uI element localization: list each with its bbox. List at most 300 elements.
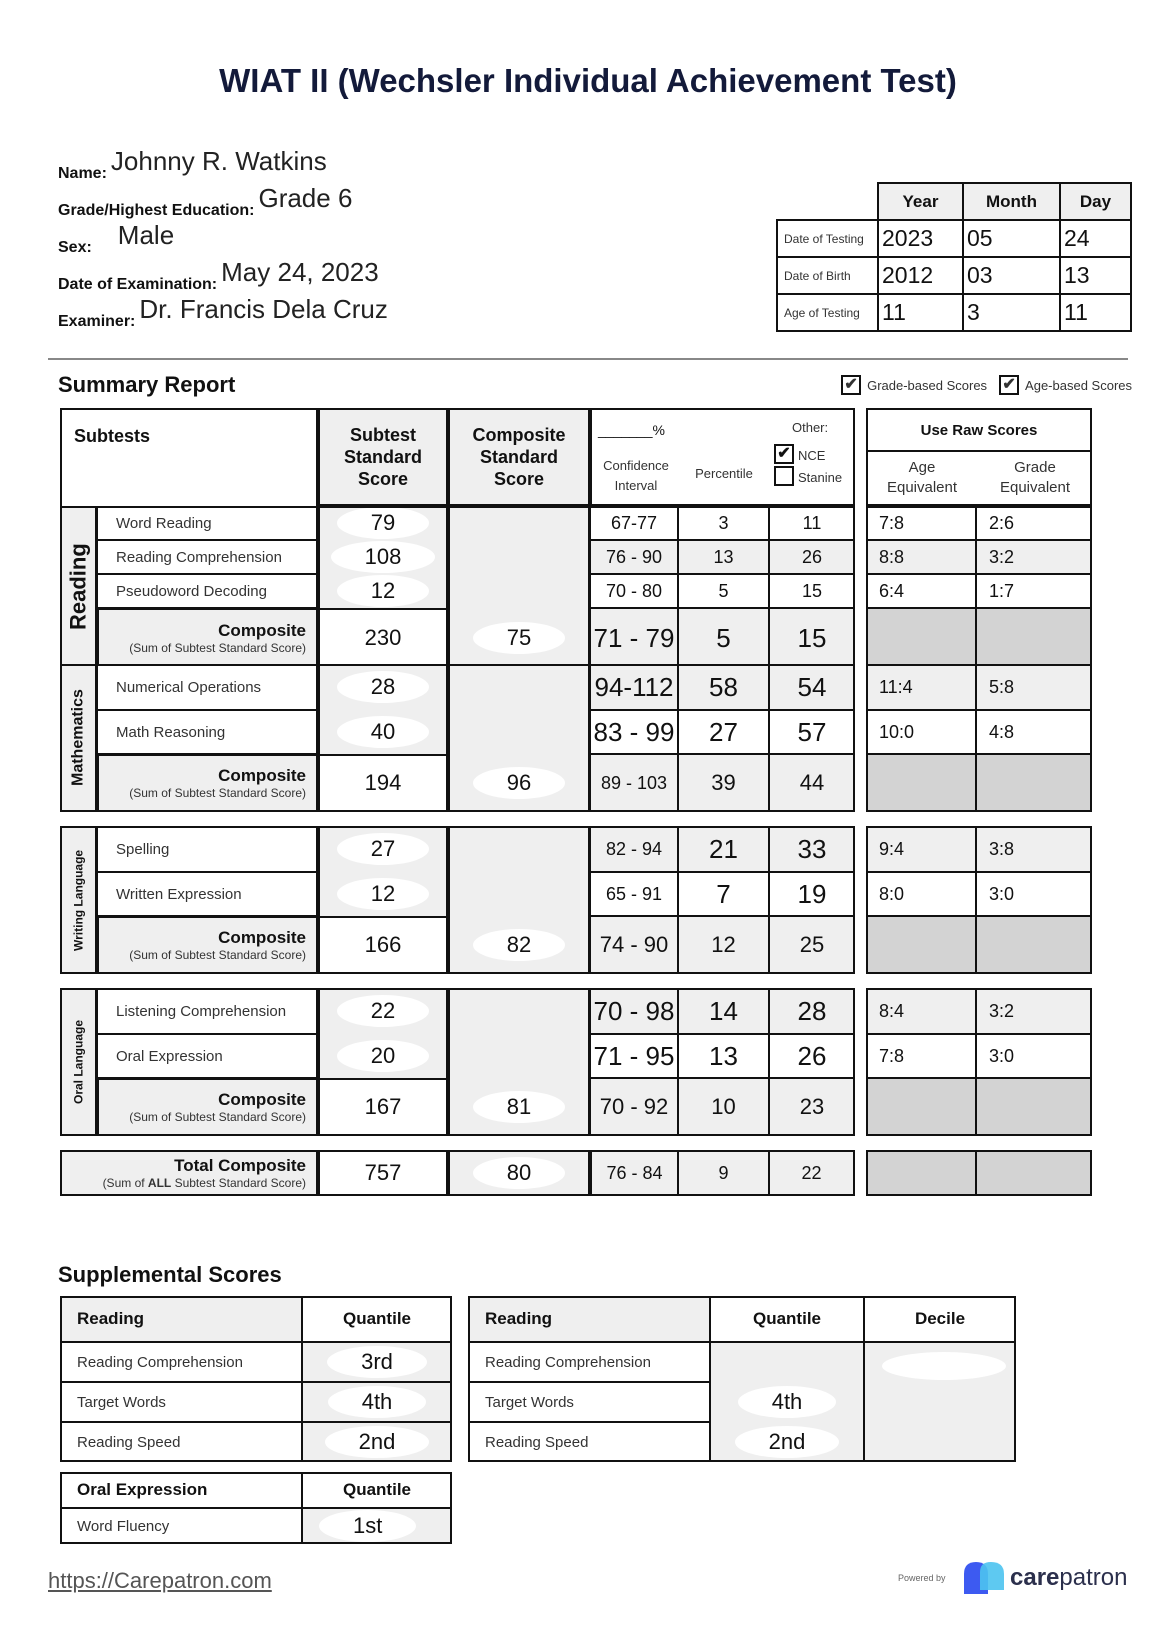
composite-label [97, 1078, 318, 1136]
grade-equivalent-text: 4:8 [989, 721, 1015, 742]
total-ci[interactable] [590, 1150, 678, 1196]
supp2-decile-header-text: Decile [914, 1309, 966, 1328]
age-equivalent-text: 6:4 [879, 580, 905, 601]
day-header: Day [1060, 183, 1131, 220]
grade-equivalent[interactable] [976, 872, 1092, 916]
composite-std-score-header-line: Score [493, 469, 545, 489]
sex-label: Sex: [58, 239, 92, 256]
subtest-name-text: Spelling [116, 840, 170, 858]
grade-equivalent[interactable] [976, 826, 1092, 872]
composite-ci-text: 89 - 103 [600, 772, 668, 793]
supp-reading-header [60, 1296, 302, 1342]
composite-ci[interactable] [590, 608, 678, 668]
composite-sum[interactable] [318, 608, 448, 668]
nce-label: NCE [798, 448, 826, 463]
composite-grade-equivalent-blank [976, 754, 1092, 812]
raw-scores-header [866, 408, 1092, 506]
confidence-interval-text: 67-77 [610, 512, 658, 533]
composite-percentile[interactable] [678, 754, 769, 812]
patient-info [58, 148, 388, 333]
grade-equivalent[interactable] [976, 988, 1092, 1034]
supp-row-label-text: Reading Comprehension [77, 1353, 243, 1371]
subtest-std-score-header-line: Standard [343, 447, 422, 467]
confidence-interval-text: 82 - 94 [605, 838, 663, 859]
confidence-label-1: Confidence [603, 458, 669, 473]
supp2-quantile-value[interactable] [710, 1382, 864, 1422]
confidence-interval-text: 94-112 [594, 671, 674, 702]
supp-quantile-value-text: 2nd [325, 1426, 430, 1458]
composite-percentile-text: 39 [711, 770, 736, 795]
date-row-birth [777, 257, 1131, 294]
domain-label: Mathematics [69, 689, 87, 787]
grade-equivalent-header [980, 458, 1090, 498]
confidence-interval[interactable] [590, 710, 678, 754]
composite-label [97, 608, 318, 668]
subtest-std-score-header-line: Score [357, 469, 409, 489]
composite-title: Composite [218, 1090, 306, 1109]
supp2-quantile-header-text: Quantile [752, 1309, 821, 1328]
domain-label: Reading [65, 543, 91, 631]
grade-equivalent[interactable] [976, 506, 1092, 540]
grade-equivalent[interactable] [976, 540, 1092, 574]
year-value[interactable]: 2023 [878, 220, 963, 257]
date-row-label: Date of Testing [777, 220, 878, 257]
supp2-row-label [468, 1382, 710, 1422]
supp3-row-label [60, 1508, 302, 1544]
date-row-label: Date of Birth [777, 257, 878, 294]
summary-title: Summary Report [58, 372, 236, 397]
nce-text: 33 [797, 833, 827, 864]
age-equivalent[interactable] [866, 826, 976, 872]
subtest-score[interactable] [318, 826, 448, 872]
composite-std-score-value: 75 [473, 622, 565, 654]
subtests-header-label: Subtests [74, 426, 151, 446]
composite-std-score[interactable] [448, 754, 590, 812]
sex-value: Male [117, 220, 175, 250]
supp2-quantile-value[interactable] [710, 1422, 864, 1462]
age-equivalent[interactable] [866, 872, 976, 916]
age-equivalent-text: 8:4 [879, 1000, 905, 1021]
grade-equivalent-text: 1:7 [989, 580, 1015, 601]
age-based-label: Age-based Scores [1025, 377, 1132, 393]
composite-std-score-value: 81 [473, 1091, 565, 1123]
percentile-text: 21 [709, 833, 738, 864]
supp3-oral-header [60, 1472, 302, 1508]
subtest-name-text: Pseudoword Decoding [116, 582, 267, 600]
nce[interactable] [769, 664, 855, 710]
confidence-label-2: Interval [614, 478, 658, 493]
domain-label: Oral Language [71, 1019, 86, 1105]
age-equivalent-text: 10:0 [879, 721, 915, 742]
age-equivalent-text: 8:0 [879, 883, 905, 904]
age-equivalent[interactable] [866, 1034, 976, 1078]
composite-nce-text: 25 [799, 932, 825, 957]
supp-quantile-value[interactable] [302, 1342, 452, 1382]
percentile[interactable] [678, 826, 769, 872]
carepatron-logo-text [1010, 1564, 1127, 1592]
composite-sum[interactable] [318, 1078, 448, 1136]
day-value[interactable]: 11 [1060, 294, 1131, 331]
percentile[interactable] [678, 710, 769, 754]
grade-based-checkbox[interactable]: ✔ [841, 375, 861, 395]
supp3-oral-header-text: Oral Expression [77, 1480, 208, 1499]
composite-ci[interactable] [590, 754, 678, 812]
composite-sum-text: 194 [364, 770, 402, 795]
nce[interactable] [769, 872, 855, 916]
grade-equivalent-text: 3:2 [989, 1000, 1015, 1021]
composite-nce[interactable] [769, 1078, 855, 1136]
age-equivalent-text: 11:4 [879, 676, 913, 697]
percentile-text: 13 [713, 546, 734, 567]
composite-subtitle: (Sum of Subtest Standard Score) [129, 786, 306, 800]
nce[interactable] [769, 710, 855, 754]
name-label: Name: [58, 165, 107, 182]
nce-text: 15 [801, 580, 823, 601]
age-equivalent-text: 7:8 [879, 1045, 905, 1066]
nce[interactable] [769, 540, 855, 574]
age-equivalent[interactable] [866, 664, 976, 710]
grade-equivalent-text: 2:6 [989, 512, 1015, 533]
nce-text: 57 [797, 716, 827, 747]
subtest-score-value: 12 [337, 878, 429, 910]
age-equivalent[interactable] [866, 710, 976, 754]
confidence-interval-text: 70 - 80 [605, 580, 663, 601]
percentile-text: 5 [718, 580, 729, 601]
composite-sum-text: 167 [364, 1094, 402, 1119]
supp3-quantile-header [302, 1472, 452, 1508]
other-label: Other: [792, 420, 829, 435]
subtest-std-score-header [318, 408, 448, 506]
subtest-score-value: 40 [337, 716, 429, 748]
age-equivalent-text: 8:8 [879, 546, 905, 567]
supp2-reading-header-text: Reading [485, 1309, 553, 1328]
total-percentile-text: 9 [718, 1162, 729, 1183]
composite-title: Composite [218, 766, 306, 785]
grade-value: Grade 6 [258, 183, 353, 213]
supp2-row-label [468, 1342, 710, 1382]
total-sum[interactable] [318, 1150, 448, 1196]
percentile[interactable] [678, 540, 769, 574]
composite-std-score-header-line: Composite [472, 425, 566, 445]
composite-nce[interactable] [769, 608, 855, 668]
confidence-interval[interactable] [590, 872, 678, 916]
composite-grade-equivalent-blank [976, 608, 1092, 668]
subtest-score[interactable] [318, 540, 448, 574]
total-percentile[interactable] [678, 1150, 769, 1196]
supp-quantile-value[interactable] [302, 1422, 452, 1462]
exam-date-label: Date of Examination: [58, 276, 218, 293]
percentile[interactable] [678, 574, 769, 608]
percentile[interactable] [678, 988, 769, 1034]
grade-eq-line: Grade [1014, 459, 1056, 476]
composite-subtitle: (Sum of Subtest Standard Score) [129, 641, 306, 655]
subtest-name [97, 826, 318, 872]
supp-quantile-value-text: 4th [328, 1386, 427, 1418]
percentile-text: 14 [709, 995, 738, 1026]
composite-nce[interactable] [769, 916, 855, 974]
percentile[interactable] [678, 506, 769, 540]
supp2-reading-header [468, 1296, 710, 1342]
percentile-header: Percentile [695, 466, 753, 481]
confidence-interval[interactable] [590, 574, 678, 608]
nce-text: 11 [802, 512, 822, 533]
year-value[interactable]: 11 [878, 294, 963, 331]
percentile[interactable] [678, 664, 769, 710]
nce-text: 19 [797, 878, 827, 909]
confidence-percent-field[interactable]: _______% [598, 422, 665, 438]
composite-nce[interactable] [769, 754, 855, 812]
age-based-checkbox[interactable]: ✔ [999, 375, 1019, 395]
subtest-score-value: 108 [331, 541, 436, 573]
supp-row-label [60, 1342, 302, 1382]
supp2-quantile-header [710, 1296, 864, 1342]
composite-percentile-text: 10 [711, 1094, 736, 1119]
subtest-name [97, 1034, 318, 1078]
scores-header [590, 408, 855, 506]
exam-date-value: May 24, 2023 [221, 257, 379, 287]
page-title: WIAT II (Wechsler Individual Achievement Test) [219, 62, 957, 99]
age-eq-line: Equivalent [886, 479, 958, 496]
domain-label: Writing Language [71, 849, 86, 951]
supp3-quantile-value[interactable] [302, 1508, 452, 1544]
date-table-corner [777, 183, 878, 220]
subtest-name-text: Written Expression [116, 885, 242, 903]
subtest-score[interactable] [318, 664, 448, 710]
confidence-interval[interactable] [590, 506, 678, 540]
composite-title: Composite [218, 621, 306, 640]
nce[interactable] [769, 1034, 855, 1078]
confidence-interval[interactable] [590, 988, 678, 1034]
subtest-score[interactable] [318, 872, 448, 916]
composite-std-score-value: 82 [473, 929, 565, 961]
supplemental-title: Supplemental Scores [58, 1262, 282, 1287]
grade-equivalent[interactable] [976, 574, 1092, 608]
nce-text: 28 [797, 995, 827, 1026]
confidence-interval-text: 65 - 91 [605, 883, 663, 904]
divider [48, 358, 1128, 360]
total-composite-subtitle [103, 1176, 306, 1190]
name-value: Johnny R. Watkins [110, 146, 327, 176]
confidence-interval-text: 71 - 95 [593, 1040, 675, 1071]
confidence-interval-text: 76 - 90 [605, 546, 663, 567]
powered-by-label: Powered by [898, 1573, 946, 1583]
composite-label [97, 754, 318, 812]
nce[interactable] [769, 506, 855, 540]
confidence-interval[interactable] [590, 664, 678, 710]
subtest-score[interactable] [318, 1034, 448, 1078]
supp-quantile-value-text: 3rd [327, 1346, 427, 1378]
year-value[interactable]: 2012 [878, 257, 963, 294]
sub-bold: ALL [147, 1176, 172, 1190]
subtest-name [97, 506, 318, 540]
total-sum-text: 757 [364, 1160, 402, 1185]
composite-ci[interactable] [590, 916, 678, 974]
supp3-quantile-value-text: 1st [319, 1510, 416, 1542]
composite-std-score[interactable] [448, 916, 590, 974]
sub-post: Subtest Standard Score) [171, 1176, 306, 1190]
supp-row-label-text: Target Words [77, 1393, 166, 1411]
composite-grade-equivalent-blank [976, 916, 1092, 974]
subtest-name [97, 872, 318, 916]
score-type-checkboxes [841, 375, 1132, 395]
examiner-label: Examiner: [58, 313, 136, 330]
grade-equivalent[interactable] [976, 710, 1092, 754]
month-header: Month [963, 183, 1060, 220]
grade-equivalent-text: 3:0 [989, 883, 1015, 904]
examiner-value: Dr. Francis Dela Cruz [139, 294, 388, 324]
year-header: Year [878, 183, 963, 220]
month-value[interactable]: 03 [963, 257, 1060, 294]
confidence-interval[interactable] [590, 540, 678, 574]
use-raw-scores-label: Use Raw Scores [868, 410, 1090, 452]
composite-ci-text: 70 - 92 [599, 1094, 669, 1119]
composite-std-score-header-line: Standard [479, 447, 558, 467]
composite-age-equivalent-blank [866, 916, 976, 974]
percentile-text: 3 [718, 512, 729, 533]
composite-title: Composite [218, 928, 306, 947]
subtest-name [97, 574, 318, 608]
grade-equivalent-text: 3:2 [989, 546, 1015, 567]
subtest-score-value: 79 [337, 507, 429, 539]
age-equivalent-header [868, 458, 976, 498]
supp2-decile-header [864, 1296, 1016, 1342]
total-nce[interactable] [769, 1150, 855, 1196]
age-equivalent-text: 7:8 [879, 512, 905, 533]
grade-label: Grade/Highest Education: [58, 202, 255, 219]
composite-percentile[interactable] [678, 1078, 769, 1136]
age-eq-line: Age [908, 459, 936, 476]
total-grade-blank [976, 1150, 1092, 1196]
nce[interactable] [769, 826, 855, 872]
supp-quantile-header [302, 1296, 452, 1342]
age-equivalent[interactable] [866, 506, 976, 540]
composite-sum[interactable] [318, 916, 448, 974]
percentile[interactable] [678, 1034, 769, 1078]
confidence-interval-text: 83 - 99 [593, 716, 675, 747]
subtest-name-text: Listening Comprehension [116, 1002, 287, 1020]
total-nce-text: 22 [801, 1162, 822, 1183]
supp-quantile-value[interactable] [302, 1382, 452, 1422]
supp2-row-label-text: Reading Speed [485, 1433, 589, 1451]
supp2-row-label-text: Target Words [485, 1393, 574, 1411]
date-row-age [777, 294, 1131, 331]
date-table [776, 182, 1132, 332]
subtest-name-text: Reading Comprehension [116, 548, 282, 566]
composite-ci[interactable] [590, 1078, 678, 1136]
date-row-label: Age of Testing [777, 294, 878, 331]
supp-row-label [60, 1422, 302, 1462]
composite-std-score[interactable] [448, 608, 590, 668]
grade-based-label: Grade-based Scores [867, 377, 988, 393]
percentile-text: 58 [709, 671, 738, 702]
composite-percentile-text: 5 [716, 622, 731, 653]
grade-equivalent[interactable] [976, 664, 1092, 710]
day-value[interactable]: 13 [1060, 257, 1131, 294]
subtest-score-value: 20 [337, 1040, 429, 1072]
subtest-score-value: 22 [337, 995, 429, 1027]
subtest-name [97, 710, 318, 754]
composite-std-score[interactable] [448, 1078, 590, 1136]
subtest-name [97, 988, 318, 1034]
composite-age-equivalent-blank [866, 608, 976, 668]
date-row-testing [777, 220, 1131, 257]
composite-nce-text: 15 [797, 622, 827, 653]
month-value[interactable]: 3 [963, 294, 1060, 331]
carepatron-logo-icon [962, 1560, 1006, 1594]
subtest-score-value: 12 [337, 575, 429, 607]
percentile-text: 13 [709, 1040, 738, 1071]
subtest-name-text: Oral Expression [116, 1047, 223, 1065]
composite-sum[interactable] [318, 754, 448, 812]
supp2-quantile-value-text: 4th [738, 1386, 837, 1418]
grade-equivalent-text: 5:8 [989, 676, 1015, 697]
composite-std-score-value: 96 [473, 767, 565, 799]
nce-text: 26 [797, 1040, 827, 1071]
percentile[interactable] [678, 872, 769, 916]
subtest-name-text: Math Reasoning [116, 723, 226, 741]
confidence-interval[interactable] [590, 1034, 678, 1078]
supp3-row-label-text: Word Fluency [77, 1517, 170, 1535]
subtest-score[interactable] [318, 988, 448, 1034]
month-value[interactable]: 05 [963, 220, 1060, 257]
nce[interactable] [769, 574, 855, 608]
total-std-score[interactable] [448, 1150, 590, 1196]
brand-rest: patron [1059, 1564, 1128, 1591]
subtest-score[interactable] [318, 506, 448, 540]
composite-percentile[interactable] [678, 608, 769, 668]
subtest-name-text: Word Reading [116, 514, 212, 532]
total-composite-title: Total Composite [174, 1156, 306, 1175]
confidence-interval[interactable] [590, 826, 678, 872]
subtest-name-text: Numerical Operations [116, 678, 262, 696]
stanine-checkbox[interactable] [774, 466, 794, 486]
nce-text: 26 [801, 546, 823, 567]
supp-quantile-header-text: Quantile [342, 1309, 411, 1328]
composite-nce-text: 23 [799, 1094, 825, 1119]
age-equivalent[interactable] [866, 988, 976, 1034]
supp2-decile-oval[interactable] [882, 1352, 1006, 1380]
composite-std-score-header [448, 408, 590, 506]
supp2-row-label [468, 1422, 710, 1462]
total-ci-text: 76 - 84 [606, 1162, 663, 1183]
composite-subtitle: (Sum of Subtest Standard Score) [129, 1110, 306, 1124]
composite-label [97, 916, 318, 974]
supp2-quantile-value-text: 2nd [735, 1426, 840, 1458]
age-equivalent[interactable] [866, 540, 976, 574]
supp3-quantile-header-text: Quantile [342, 1480, 411, 1499]
composite-subtitle: (Sum of Subtest Standard Score) [129, 948, 306, 962]
composite-sum-text: 166 [364, 932, 402, 957]
total-age-blank [866, 1150, 976, 1196]
age-equivalent[interactable] [866, 574, 976, 608]
composite-ci-text: 74 - 90 [599, 932, 669, 957]
day-value[interactable]: 24 [1060, 220, 1131, 257]
subtest-score-value: 27 [337, 833, 429, 865]
subtest-score[interactable] [318, 710, 448, 754]
brand-bold: care [1010, 1564, 1060, 1591]
subtest-score[interactable] [318, 574, 448, 608]
supp2-row-label-text: Reading Comprehension [485, 1353, 651, 1371]
supp-reading-header-text: Reading [77, 1309, 145, 1328]
composite-percentile[interactable] [678, 916, 769, 974]
grade-equivalent-text: 3:8 [989, 838, 1015, 859]
sub-pre: (Sum of [102, 1176, 148, 1190]
grade-equivalent[interactable] [976, 1034, 1092, 1078]
carepatron-link[interactable]: https://Carepatron.com [48, 1568, 272, 1593]
nce-checkbox[interactable]: ✔ [774, 444, 794, 464]
percentile-text: 27 [709, 716, 738, 747]
nce[interactable] [769, 988, 855, 1034]
